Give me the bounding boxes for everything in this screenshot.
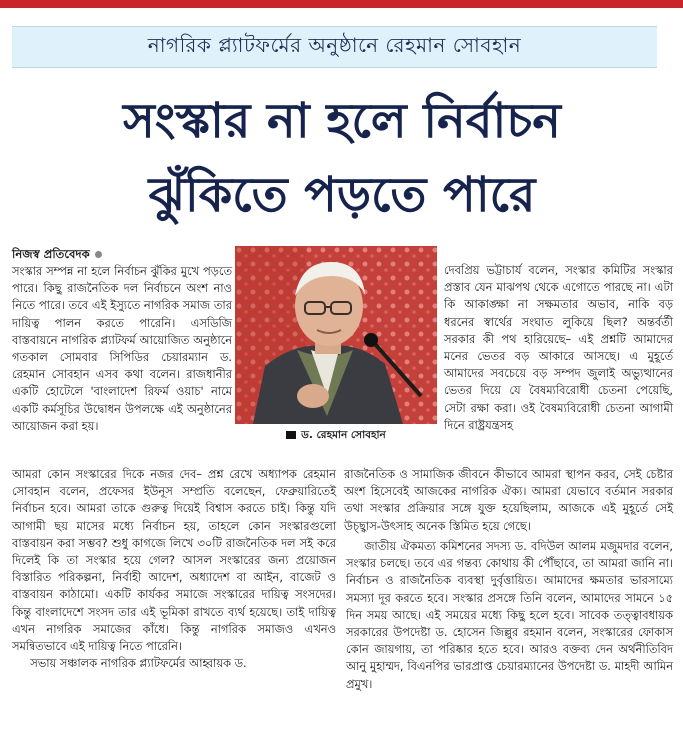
article-column-right <box>444 262 673 434</box>
headline-line-2: ঝুঁকিতে পড়তে পারে <box>148 167 536 223</box>
headline-line-1: সংস্কার না হলে নির্বাচন <box>123 93 561 149</box>
article-paragraph: রাজনৈতিক ও সামাজিক জীবনে কীভাবে আমরা স্থাপন করব, সেই চেষ্টার অংশ হিসেবেই আজকের নাগরিক ঐক্য। আমরা যেভাবে বর্তমান সরকার তথা সংস্কার প্রক্রিয়ার সঙ্গে যুক্ত হয়েছিলাম, আজকে এই মুহূর্তে সেই উচ্ছ্বাস-উৎসাহ অনেক স্তিমিত হয়ে গেছে। <box>344 467 673 533</box>
caption-marker-icon <box>286 431 296 439</box>
kicker-text: নাগরিক প্ল্যাটফর্মের অনুষ্ঠানে রেহমান সোবহান <box>147 32 522 57</box>
photo-caption <box>235 428 437 445</box>
article-paragraph: দেবপ্রিয় ভট্টাচার্য বলেন, সংস্কার কমিটির সংস্কার প্রস্তাব যেন মাঝপথ থেকে এগোতে পারছে না। এটা কি আকাঙ্ক্ষা না সক্ষমতার অভাব, নাকি বড় ধরনের স্বার্থের সংঘাত লুকিয়ে ছিল? অন্তর্বর্তী সরকার কী পথ হারিয়েছে– এই প্রশ্নটি আমাদের মনের ভেতর বড় আকারে আসছে। এ মুহূর্তে আমাদের সবচেয়ে বড় সম্পদ জুলাই অভ্যুত্থানের ভেতর দিয়ে যে বৈষম্যবিরোধী চেতনা পেয়েছি, সেটা রক্ষা করা। ওই বৈষম্যবিরোধী চেতনা আগামী দিনে রাষ্ট্রযন্ত্রসহ <box>444 263 673 432</box>
byline <box>12 246 232 263</box>
portrait-photo-illustration <box>235 246 437 424</box>
photo-caption-text: ড. রেহমান সোবহান <box>301 429 386 441</box>
byline-text: নিজস্ব প্রতিবেদক <box>12 247 90 261</box>
article-lower-right <box>346 538 673 693</box>
article-column-left <box>12 246 232 435</box>
kicker-banner <box>12 26 657 68</box>
article-paragraph: সভায় সঞ্চালক নাগরিক প্ল্যাটফর্মের আহ্বায়ক ড. <box>30 656 247 671</box>
article-paragraph: সংস্কার সম্পন্ন না হলে নির্বাচন ঝুঁকির মুখে পড়তে পারে। কিছু রাজনৈতিক দল নির্বাচনে অংশ নাও নিতে পারে। তবে এই ইস্যুতে নাগরিক সমাজ তার দায়িত্ব পালন করতে পারেনি। এসডিজি বাস্তবায়নে নাগরিক প্ল্যাটফর্ম আয়োজিত অনুষ্ঠানে গতকাল সোমবার সিপিডির চেয়ারম্যান ড. রেহমান সোবহান এসব কথা বলেন। রাজধানীর একটি হোটেলে 'বাংলাদেশ রিফর্ম ওয়াচ' নামে একটি কর্মসূচির উদ্বোধন উপলক্ষে এই অনুষ্ঠানের আয়োজন করা হয়। <box>12 264 232 433</box>
bullet-icon <box>95 251 102 258</box>
article-paragraph: আমরা কোন সংস্কারের দিকে নজর দেব– প্রশ্ন রেখে অধ্যাপক রেহমান সোবহান বলেন, প্রফেসর ইউনূস সম্প্রতি বলেছেন, ফেব্রুয়ারিতেই নির্বাচন হবে। আমরা তাকে গুরুত্ব দিয়েই বিশ্বাস করতে চাই। কিন্তু যদি আগামী ছয় মাসের মধ্যে নির্বাচন হয়, তাহলে কোন সংস্কারগুলো বাস্তবায়ন করা সম্ভব? শুধু কাগজে লিখে ৩০টি রাজনৈতিক দল সই করে দিলেই কি তা সংস্কার হয়ে গেল? আসল সংস্কারের জন্য প্রয়োজন বিস্তারিত পরিকল্পনা, নির্বাহী আদেশ, অধ্যাদেশ বা আইন, বাজেট ও বাস্তবায়ন কাঠামো। একটি কার্যকর সমাজে সংস্কারের দায়িত্ব সংসদের। কিন্তু বাংলাদেশে সংসদ তার এই ভূমিকা রাখতে ব্যর্থ হয়েছে। তাই দায়িত্ব এখন নাগরিক সমাজের কাঁধে। কিন্তু নাগরিক সমাজও এখনও সমন্বিতভাবে এই দায়িত্ব নিতে পারেনি। <box>12 467 336 654</box>
masthead-strip <box>0 0 683 8</box>
headline <box>12 84 672 232</box>
article-paragraph: জাতীয় ঐকমত্য কমিশনের সদস্য ড. বদিউল আলম মজুমদার বলেন, সংস্কার চলছে। তবে এর গন্তব্য কোথায় কী পৌঁছাবে, তা আমরা জানি না। নির্বাচন ও রাজনৈতিক ব্যবস্থা দুর্বৃত্তায়িত। আমাদের ক্ষমতার ভারসাম্যে সমস্যা দূর করতে হবে। সংস্কার প্রসঙ্গে তিনি বলেন, আমাদের সামনে ১৫ দিন সময় আছে। এই সময়ের মধ্যে কিছু হলে হবে। সাবেক তত্ত্বাবধায়ক সরকারের উপদেষ্টা ড. হোসেন জিল্লুর রহমান বলেন, সংস্কারের ফোকাস কোন জায়গায়, তা পরিষ্কার হতে হবে। আরও বক্তব্য দেন অর্থনীতিবিদ আনু মুহাম্মদ, বিএনপির ভারপ্রাপ্ত চেয়ারম্যানের উপদেষ্টা ড. মাহদী আমিন প্রমুখ। <box>346 539 673 691</box>
portrait-photo <box>235 246 437 424</box>
